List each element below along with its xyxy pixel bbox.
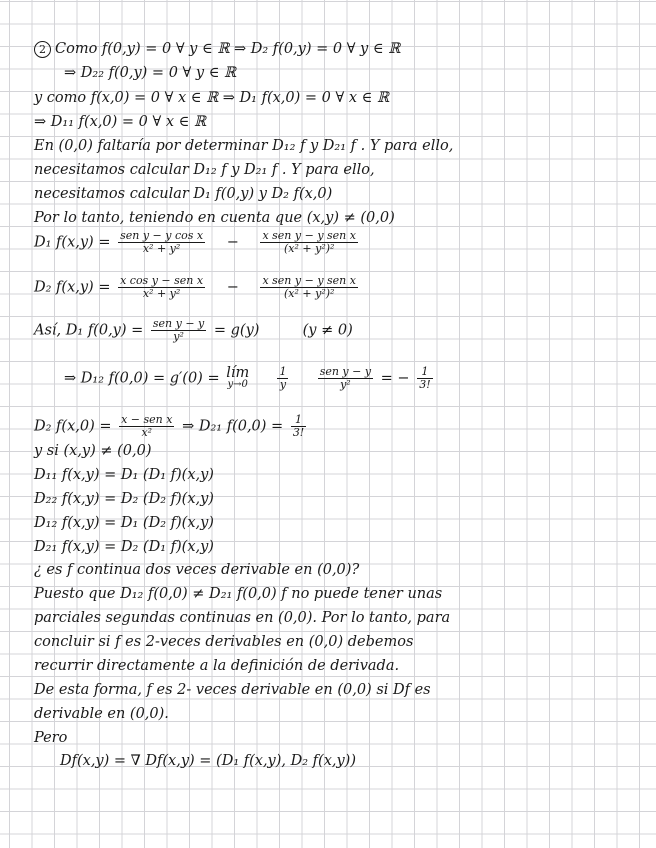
fraction-2: $\frac{\text{x sen y − y sen x}}{\text{(x² + y²)²}}$ [262,229,356,255]
note-line-1 [34,40,400,58]
line-text: Como f(0,y) = 0 ∀ y ∈ ℝ ⇒ D₂ f(0,y) = 0 ∀ y ∈ ℝ [55,41,401,57]
note-line-18: D₂₁ f(x,y) = D₂ (D₁ f)(x,y) [34,539,214,555]
note-line-8: Por lo tanto, teniendo en cuenta que (x,y) ≠ (0,0) [34,210,395,226]
note-line-14: y si (x,y) ≠ (0,0) [34,443,152,459]
fraction-2: $\frac{\text{sen y − y}}{\text{y²}}$ [319,365,372,391]
minus-sign: − [226,234,239,251]
fraction-2: $\frac{1}{3!}$ [292,413,305,439]
note-line-16: D₂₂ f(x,y) = D₂ (D₂ f)(x,y) [34,491,214,507]
fraction-1: $\frac{\text{sen y − y cos x}}{\text{x² + y²}}$ [120,229,204,255]
formula-lhs: D₁ f(x,y) = [34,234,111,251]
note-line-6: necesitamos calcular D₁₂ f y D₂₁ f . Y para ello, [34,162,375,178]
note-line-3: y como f(x,0) = 0 ∀ x ∈ ℝ ⇒ D₁ f(x,0) = 0 ∀ x ∈ ℝ [34,90,390,106]
fraction-3: $\frac{1}{3!}$ [419,365,431,391]
formula-d2f-x0 [34,414,309,439]
note-line-23: recurrir directamente a la definición de derivada. [34,658,400,674]
note-line-19: ¿ es f continua dos veces derivable en (0,0)? [34,562,360,578]
condition: (y ≠ 0) [302,322,353,339]
formula-d12f [64,366,436,391]
note-line-25: derivable en (0,0). [34,706,169,722]
fraction-2: $\frac{\text{x sen y − y sen x}}{\text{(x² + y²)²}}$ [262,274,356,300]
formula-lhs: D₂ f(x,y) = [34,279,111,296]
formula-lhs: D₂ f(x,0) = [34,418,112,435]
note-line-4: ⇒ D₁₁ f(x,0) = 0 ∀ x ∈ ℝ [34,114,207,130]
note-line-2: ⇒ D₂₂ f(0,y) = 0 ∀ y ∈ ℝ [64,65,237,81]
formula-lhs: ⇒ D₁₂ f(0,0) = g′(0) = [64,370,220,387]
note-line-26: Pero [34,730,68,746]
limit: lím y→0 [226,364,250,390]
note-line-22: concluir si f es 2-veces derivables en (0,0) debemos [34,634,414,650]
note-line-7: necesitamos calcular D₁ f(0,y) y D₂ f(x,0) [34,186,333,202]
note-line-17: D₁₂ f(x,y) = D₁ (D₂ f)(x,y) [34,515,214,531]
fraction: $\frac{\text{sen y − y}}{\text{y²}}$ [152,317,205,343]
formula-rhs: = g(y) [213,322,260,339]
fraction: $\frac{\text{x − sen x}}{\text{x²}}$ [121,413,173,439]
equals-minus: = − [380,370,410,387]
item-number-marker: 2 [34,41,51,58]
minus-sign: − [226,279,239,296]
note-line-24: De esta forma, f es 2- veces derivable en (0,0) si Df es [34,682,431,698]
note-line-5: En (0,0) faltaría por determinar D₁₂ f y D₂₁ f . Y para ello, [34,138,454,154]
note-line-27: Df(x,y) = ∇ Df(x,y) = (D₁ f(x,y), D₂ f(x,y)) [60,753,356,769]
fraction-1: $\frac{1}{y}$ [279,365,287,391]
formula-d1f [34,230,361,255]
formula-d2f [34,275,361,300]
formula-lhs: Así, D₁ f(0,y) = [34,322,144,339]
note-line-21: parciales segundas continuas en (0,0). Por lo tanto, para [34,610,451,626]
fraction-1: $\frac{\text{x cos y − sen x}}{\text{x² + y²}}$ [120,274,204,300]
note-line-20: Puesto que D₁₂ f(0,0) ≠ D₂₁ f(0,0) f no puede tener unas [34,586,443,602]
formula-mid: ⇒ D₂₁ f(0,0) = [182,418,284,435]
note-line-15: D₁₁ f(x,y) = D₁ (D₁ f)(x,y) [34,467,214,483]
formula-d1f-0y [34,318,353,343]
